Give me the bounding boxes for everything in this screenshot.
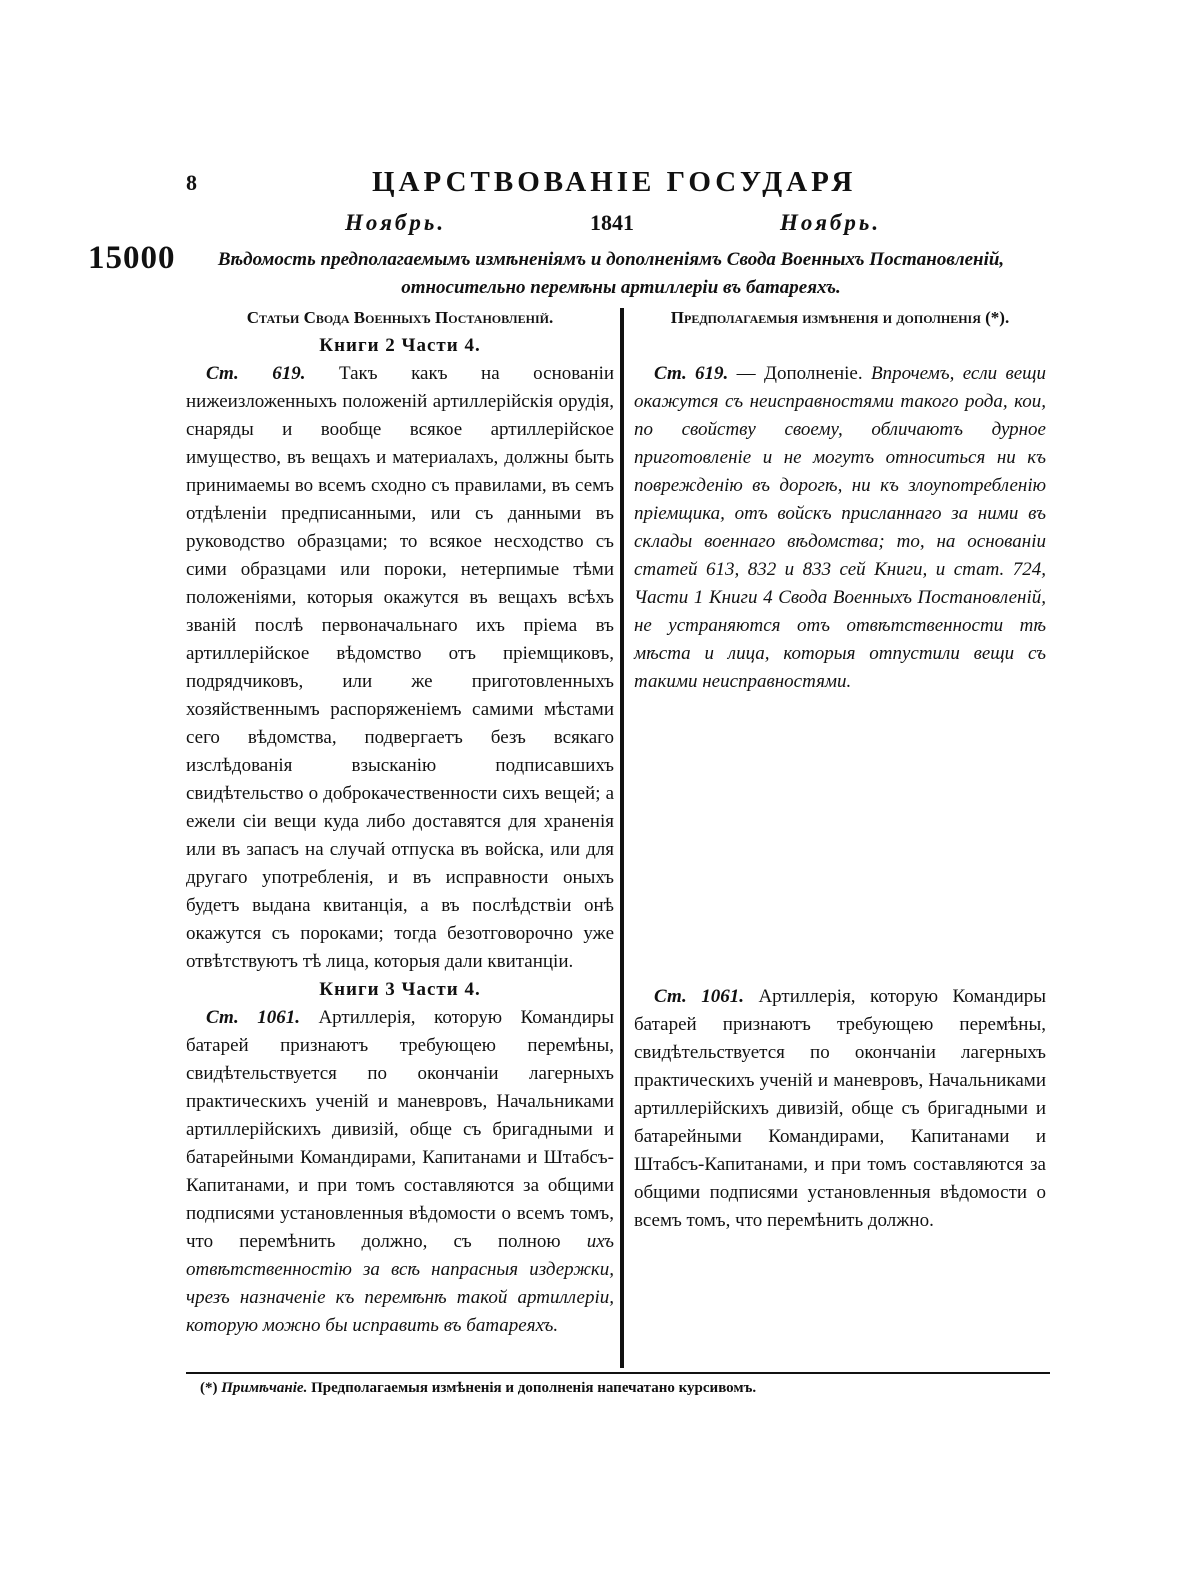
month-right: Ноябрь.: [780, 210, 882, 235]
document-number: 15000: [88, 240, 176, 276]
article-text: Артиллерія, которую Командиры батарей признаютъ требующею перемѣны, свидѣтельствуется по окончаніи лагерныхъ практическихъ ученій и маневровъ, Начальниками артиллерійскихъ дивизій, обще съ бригадными и батарейными Командирами, Капитанами и Штабсъ-Капитанами, и при томъ составляются за общими подписями установленныя вѣдомости о всемъ томъ, что перемѣнить должно, съ полною: [186, 1007, 615, 1252]
document-title: Вѣдомость предполагаемымъ измѣненіямъ и дополненіямъ Свода Военныхъ Постановленій, относительно перемѣны артиллеріи въ батареяхъ.: [217, 249, 1005, 298]
article-label: Ст. 619.: [206, 363, 306, 384]
article-1061-right: [634, 983, 1046, 1235]
month-left: Ноябрь.: [345, 210, 447, 235]
article-text: Такъ какъ на основаніи нижеизложенныхъ положеній артиллерійскія орудія, снаряды и вообще всякое артиллерійское имущество, въ вещахъ и материалахъ, должны быть принимаемы во всемъ сходно съ правилами, въ семъ отдѣленіи предписанными, или съ данными въ руководство образцами; то всякое несходство съ сими образцами или пороки, нетерпимые тѣми положеніями, которыя окажутся въ вещахъ всѣхъ званій послѣ первоначальнаго ихъ пріема въ артиллерійское вѣдомство отъ пріемщиковъ, подрядчиковъ, или же приготовленныхъ хозяйственнымъ распоряженіемъ самими мѣстами сего вѣдомства, подвергаетъ безъ всякаго изслѣдованія взысканію подписавшихъ свидѣтельство о доброкачественности сихъ вещей; а ежели сіи вещи куда либо доставятся для храненія или въ запасъ на случай отпуска въ войска, или для другаго употребленія, и въ исправности оныхъ будетъ выдана квитанція, а въ послѣдствіи онѣ окажутся съ пороками; тогда безотговорочно уже отвѣтствуютъ тѣ лица, которыя дали квитанціи.: [186, 363, 615, 972]
article-text: Артиллерія, которую Командиры батарей признаютъ требующею перемѣны, свидѣтельствуется по окончаніи лагерныхъ практическихъ ученій и маневровъ, Начальниками артиллерійскихъ дивизій, обще съ бригадными и батарейными Командирами, Капитанами и Штабсъ-Капитанами, и при томъ составляются за общими подписями установленныя вѣдомости о всемъ томъ, что перемѣнить должно.: [634, 986, 1047, 1231]
book-heading-2: Книги 3 Части 4.: [319, 979, 481, 1000]
right-column: [634, 304, 1046, 1235]
article-label: Ст. 619.: [654, 363, 729, 384]
footnote-marker: (*): [200, 1380, 218, 1396]
article-label: Ст. 1061.: [206, 1007, 300, 1028]
article-619-right: [634, 360, 1046, 696]
year: 1841: [590, 210, 634, 235]
article-label: Ст. 1061.: [654, 986, 744, 1007]
page-number: 8: [186, 170, 197, 195]
article-italic-text: ихъ отвѣтственностію за всѣ напрасныя издержки, чрезъ назначеніе къ перемѣнѣ такой артиллеріи, которую можно бы исправить въ батареяхъ.: [186, 1231, 615, 1336]
article-italic-text: Впрочемъ, если вещи окажутся съ неисправностями такого рода, кои, по свойству своему, обличаютъ дурное приготовленіе и не могутъ относиться ни къ поврежденію въ дорогѣ, ни къ злоупотребленію пріемщика, отъ войскъ присланнаго за ними въ склады военнаго вѣдомства; то, на основаніи статей 613, 832 и 833 сей Книги, и стат. 724, Части 1 Книги 4 Свода Военныхъ Постановленій, не устраняются отъ отвѣтственности тѣ мѣста и лица, которыя отпустили вещи съ такими неисправностями.: [634, 363, 1046, 692]
running-title: ЦАРСТВОВАНІЕ ГОСУДАРЯ: [372, 166, 857, 198]
column-divider: [620, 308, 624, 1368]
footnote: [200, 1380, 756, 1397]
footnote-text: Предполагаемыя измѣненія и дополненія напечатано курсивомъ.: [311, 1380, 757, 1396]
right-column-heading: Предполагаемыя измѣненія и дополненія (*).: [670, 308, 1010, 327]
left-column-heading: Статьи Свода Военныхъ Постановленій.: [246, 308, 554, 327]
article-1061-left: [186, 1004, 614, 1340]
left-column: [186, 304, 614, 1340]
article-dash: — Дополненіе.: [736, 363, 863, 384]
footnote-label: Примѣчаніе.: [221, 1380, 308, 1396]
article-619-left: [186, 360, 614, 976]
footnote-rule: [186, 1372, 1050, 1374]
book-heading-1: Книги 2 Части 4.: [319, 335, 481, 356]
